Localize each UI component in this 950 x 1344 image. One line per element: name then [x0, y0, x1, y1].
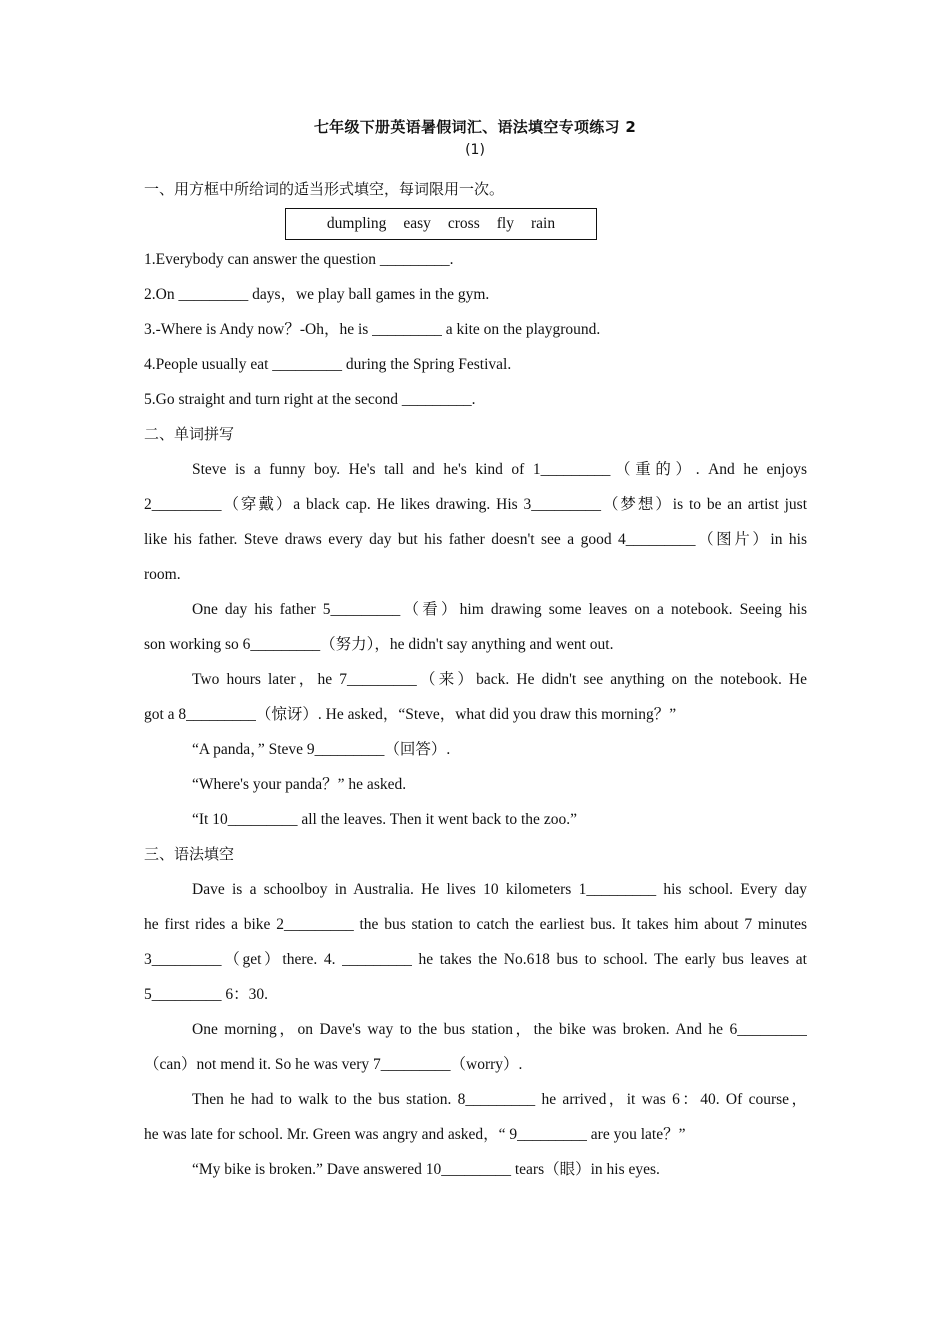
word-box: [285, 208, 597, 240]
section2-passage-line: Steve is a funny boy. He's tall and he's kind of 1_________（重的）. And he enjoys: [192, 461, 807, 478]
section2-passage-line: room.: [144, 566, 181, 583]
page-subtitle: (1): [465, 142, 485, 158]
section3-passage-line: 5_________ 6：30.: [144, 986, 269, 1003]
section3-passage-line: he first rides a bike 2_________ the bus station to catch the earliest bus. It takes him about 7 minutes: [144, 916, 807, 933]
section1-question: 1.Everybody can answer the question _________.: [144, 251, 454, 268]
worksheet-content: [144, 172, 807, 1187]
section3-passage-line: One morning，on Dave's way to the bus station，the bike was broken. And he 6_________: [192, 1021, 807, 1038]
section2-passage-line: Two hours later，he 7_________（来）back. He didn't see anything on the notebook. He: [192, 671, 807, 688]
section2-heading: 二、单词拼写: [144, 425, 235, 443]
section1-question: 5.Go straight and turn right at the second _________.: [144, 391, 476, 408]
word-box-word: rain: [530, 215, 556, 232]
section2-passage-line: “It 10_________ all the leaves. Then it went back to the zoo.”: [192, 811, 577, 828]
page-title: 七年级下册英语暑假词汇、语法填空专项练习 2: [313, 118, 637, 136]
section1-question: 2.On _________ days，we play ball games in the gym.: [144, 286, 490, 303]
word-box-word: fly: [496, 215, 514, 232]
section3-passage-line: Then he had to walk to the bus station. 8_________ he arrived，it was 6：40. Of course，: [192, 1091, 807, 1108]
section1-question: 3.-Where is Andy now？-Oh，he is _________ a kite on the playground.: [144, 321, 601, 338]
section3-passage-line: （can）not mend it. So he was very 7_________（worry）.: [144, 1056, 523, 1073]
section3-passage-line: “My bike is broken.” Dave answered 10_________ tears（眼）in his eyes.: [192, 1161, 660, 1178]
section2-passage-line: got a 8_________（惊讶）. He asked，“Steve，what did you draw this morning？”: [144, 706, 677, 723]
section2-passage-line: “A panda，” Steve 9_________（回答）.: [192, 741, 451, 758]
word-box-word: easy: [403, 215, 431, 232]
word-box-word: dumpling: [326, 215, 387, 232]
section2-passage-line: like his father. Steve draws every day but his father doesn't see a good 4_________（图片）in his: [144, 531, 807, 548]
section3-passage-line: he was late for school. Mr. Green was angry and asked，“ 9_________ are you late？”: [144, 1126, 686, 1143]
section2-passage-line: son working so 6_________（努力），he didn't say anything and went out.: [144, 636, 614, 653]
section2-passage-line: “Where's your panda？” he asked.: [192, 776, 407, 793]
section3-passage-line: Dave is a schoolboy in Australia. He lives 10 kilometers 1_________ his school. Every day: [192, 881, 807, 898]
word-box-word: cross: [447, 215, 480, 232]
section3-heading: 三、语法填空: [144, 845, 235, 863]
section1-heading: 一、用方框中所给词的适当形式填空，每词限用一次。: [144, 180, 505, 198]
section1-question: 4.People usually eat _________ during the Spring Festival.: [144, 356, 512, 373]
section3-passage-line: 3_________（get）there. 4. _________ he takes the No.618 bus to school. The early bus leaves at: [144, 951, 807, 968]
section2-passage-line: One day his father 5_________（看）him drawing some leaves on a notebook. Seeing his: [192, 601, 807, 618]
section2-passage-line: 2_________（穿戴）a black cap. He likes drawing. His 3_________（梦想）is to be an artist just: [144, 496, 807, 513]
word-box-row: [144, 207, 807, 242]
